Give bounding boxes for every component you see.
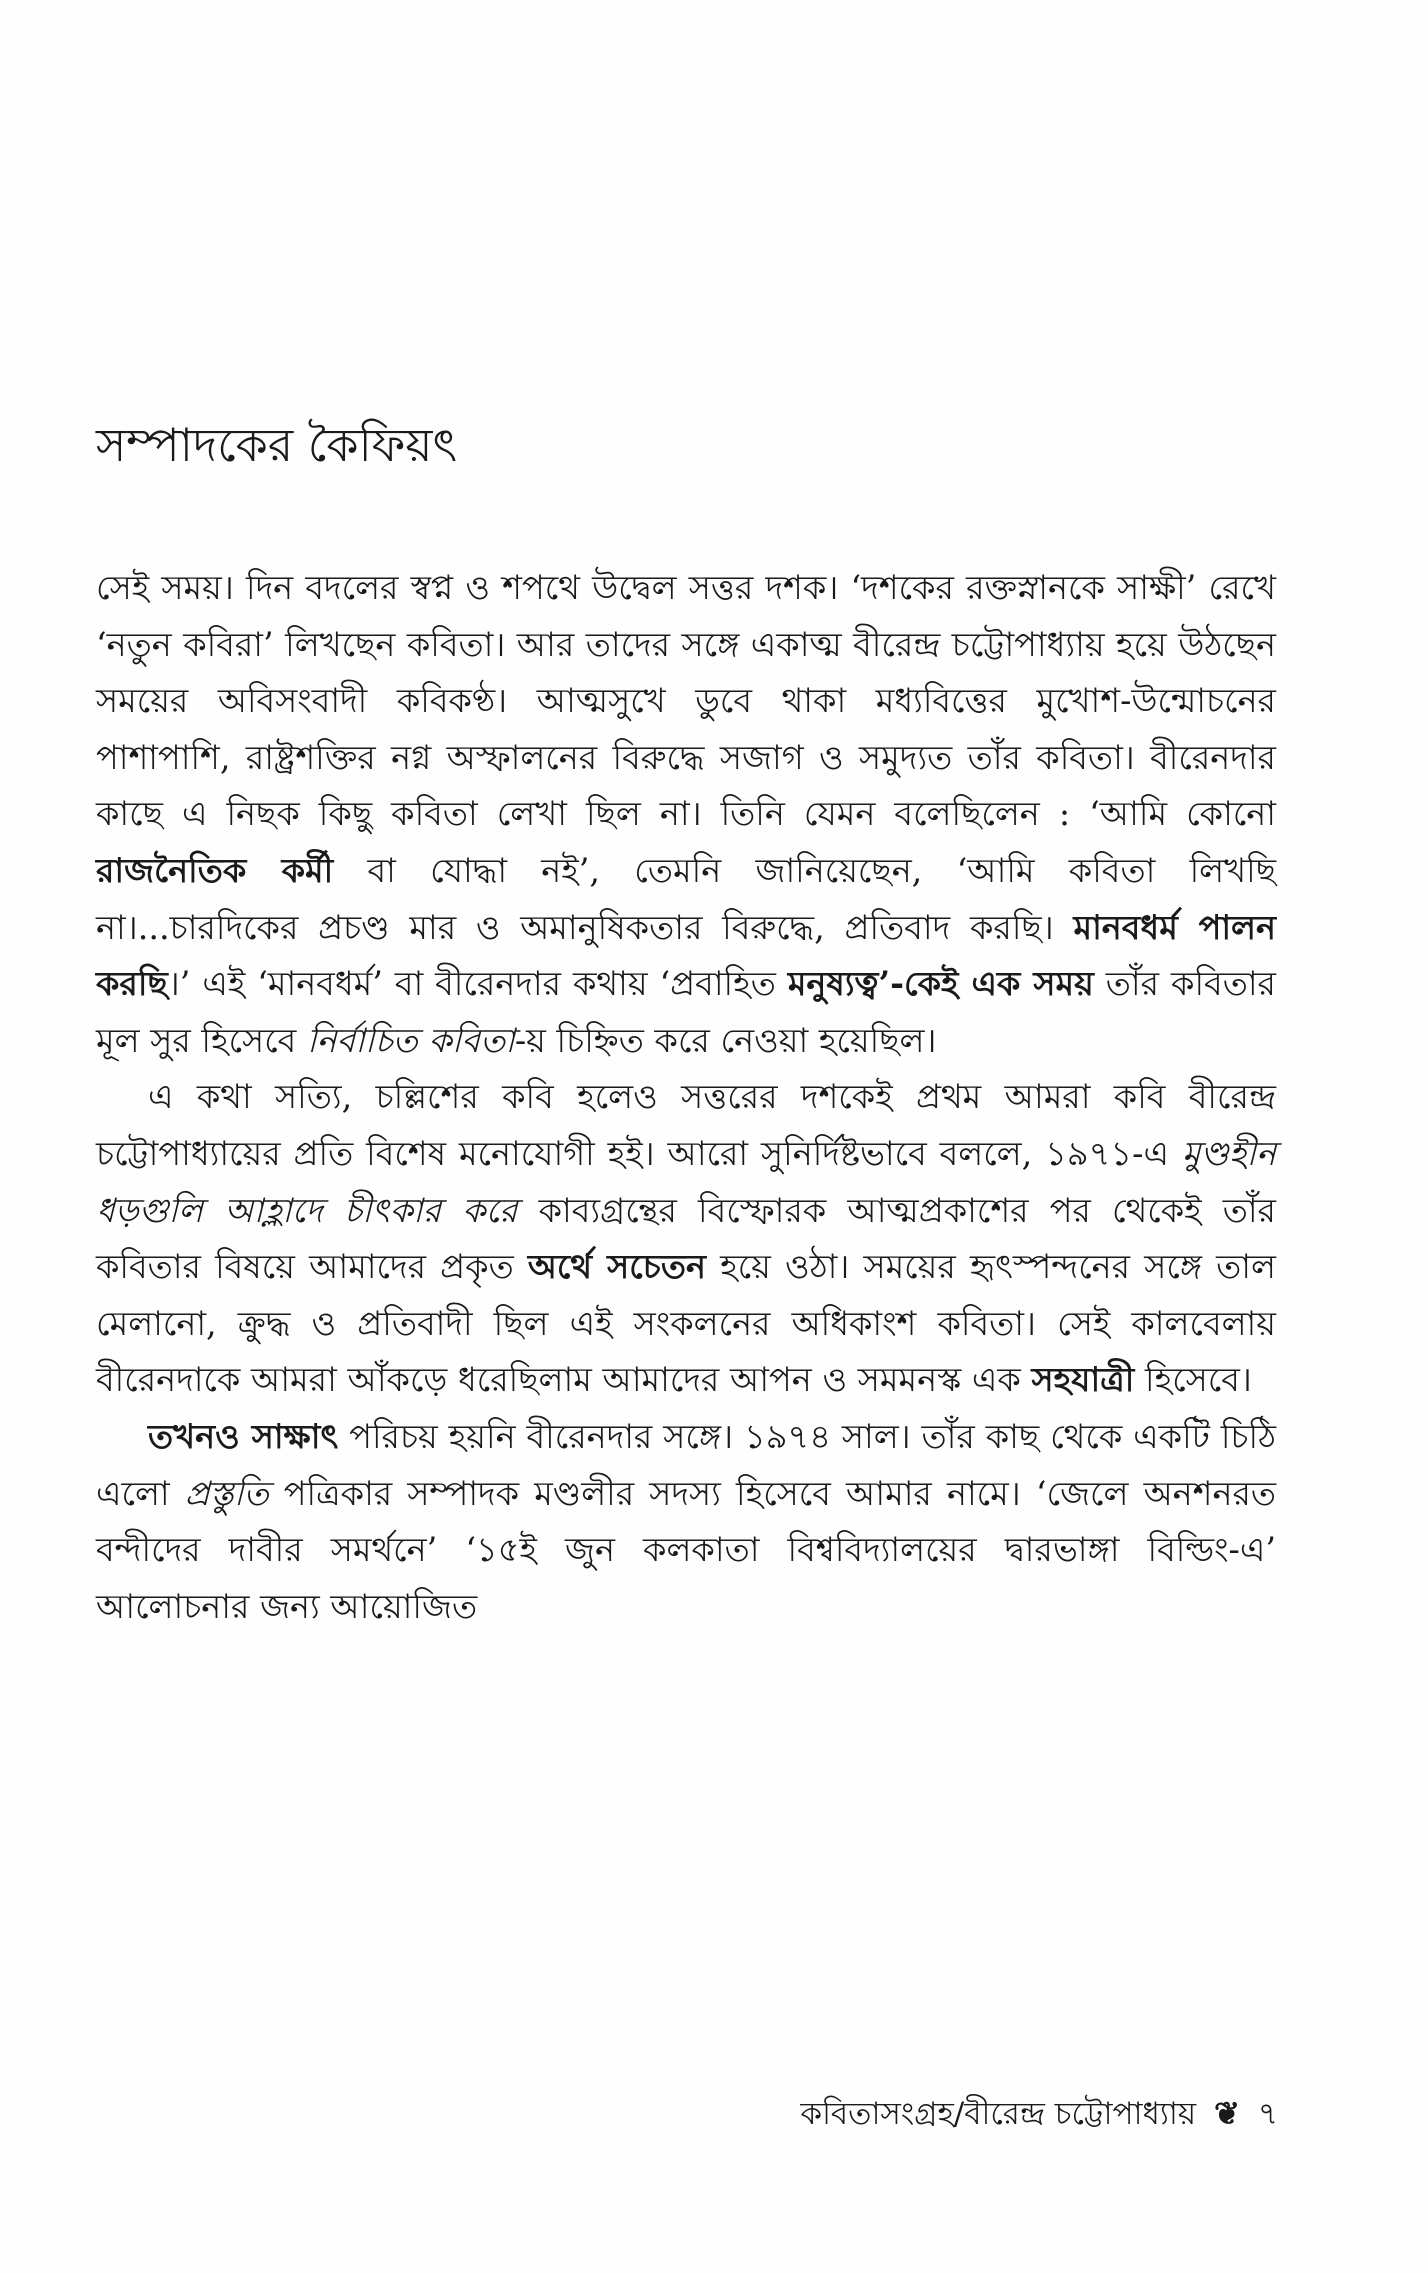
footer-book-author: কবিতাসংগ্রহ/বীরেন্দ্র চট্টোপাধ্যায়: [800, 2096, 1197, 2132]
bold-text: মানবধর্ম পালন করছি: [96, 907, 1276, 1004]
paragraph: [96, 1069, 1276, 1409]
italic-text: প্রস্তুতি: [184, 1473, 269, 1513]
page-number: ৭: [1257, 2096, 1278, 2132]
text-run: এ কথা সত্যি, চল্লিশের কবি হলেও সত্তরের দশকেই প্রথম আমরা কবি বীরেন্দ্র চট্টোপাধ্যায়ের প্রতি বিশেষ মনোযোগী হই। আরো সুনির্দিষ্টভাবে বললে, ১৯৭১-এ: [96, 1077, 1276, 1173]
text-run: হিসেবে।: [1134, 1360, 1252, 1400]
text-run: সেই সময়। দিন বদলের স্বপ্ন ও শপথে উদ্বেল সত্তর দশক। ‘দশকের রক্তস্নানকে সাক্ষী’ রেখে ‘নতুন কবিরা’ লিখছেন কবিতা। আর তাদের সঙ্গে একাত্ম বীরেন্দ্র চট্টোপাধ্যায় হয়ে উঠছেন সময়ের অবিসংবাদী কবিকণ্ঠ। আত্মসুখে ডুবে থাকা মধ্যবিত্তের মুখোশ-উন্মোচনের পাশাপাশি, রাষ্ট্রশক্তির নগ্ন অস্ফালনের বিরুদ্ধে সজাগ ও সমুদ্যত তাঁর কবিতা। বীরেনদার কাছে এ নিছক কিছু কবিতা লেখা ছিল না। তিনি যেমন বলেছিলেন : ‘আমি কোনো: [96, 568, 1276, 834]
text-run: বা যোদ্ধা নই’, তেমনি জানিয়েছেন, ‘আমি কবিতা লিখছি না।...চারদিকের প্রচণ্ড মার ও অমানুষিকতার বিরুদ্ধে, প্রতিবাদ করছি।: [96, 850, 1276, 947]
body-text: [96, 560, 1276, 1635]
paragraph: [96, 1409, 1276, 1635]
bold-text: সহযাত্রী: [1031, 1360, 1135, 1400]
text-run: পরিচয় হয়নি বীরেনদার সঙ্গে। ১৯৭৪ সাল। তাঁর কাছ থেকে একটি চিঠি এলো: [96, 1416, 1276, 1513]
text-run: তাঁর কবিতার মূল সুর হিসেবে: [96, 964, 1276, 1060]
italic-text: মুণ্ডহীন ধড়গুলি আহ্লাদে চীৎকার করে: [96, 1133, 1276, 1230]
footer-ornament-icon: ❦: [1214, 2096, 1240, 2132]
page-heading: সম্পাদকের কৈফিয়ৎ: [96, 418, 458, 472]
text-run: পত্রিকার সম্পাদক মণ্ডলীর সদস্য হিসেবে আমার নামে। ‘জেলে অনশনরত বন্দীদের দাবীর সমর্থনে’ ‘১৫ই জুন কলকাতা বিশ্ববিদ্যালয়ের দ্বারভাঙ্গা বিল্ডিং-এ’ আলোচনার জন্য আয়োজিত: [96, 1473, 1277, 1626]
text-run: কাব্যগ্রন্থের বিস্ফোরক আত্মপ্রকাশের পর থেকেই তাঁর কবিতার বিষয়ে আমাদের প্রকৃত: [96, 1190, 1276, 1287]
italic-text: নির্বাচিত কবিতা: [306, 1020, 515, 1060]
text-run: -য় চিহ্নিত করে নেওয়া হয়েছিল।: [514, 1020, 937, 1060]
paragraph: [96, 560, 1276, 1069]
bold-text: তখনও সাক্ষাৎ: [148, 1416, 339, 1456]
text-run: হয়ে ওঠা। সময়ের হৃৎস্পন্দনের সঙ্গে তাল মেলানো, ক্রুদ্ধ ও প্রতিবাদী ছিল এই সংকলনের অধিকাংশ কবিতা। সেই কালবেলায় বীরেনদাকে আমরা আঁকড়ে ধরেছিলাম আমাদের আপন ও সমমনস্ক এক: [96, 1247, 1276, 1400]
running-footer: [800, 2090, 1278, 2142]
text-run: ।’ এই ‘মানবধর্ম’ বা বীরেনদার কথায় ‘প্রবাহিত: [167, 964, 788, 1004]
bold-text: রাজনৈতিক কর্মী: [96, 850, 334, 890]
bold-text: অর্থে সচেতন: [527, 1247, 706, 1287]
bold-text: মনুষ্যত্ব’-কেই এক সময়: [787, 964, 1094, 1004]
